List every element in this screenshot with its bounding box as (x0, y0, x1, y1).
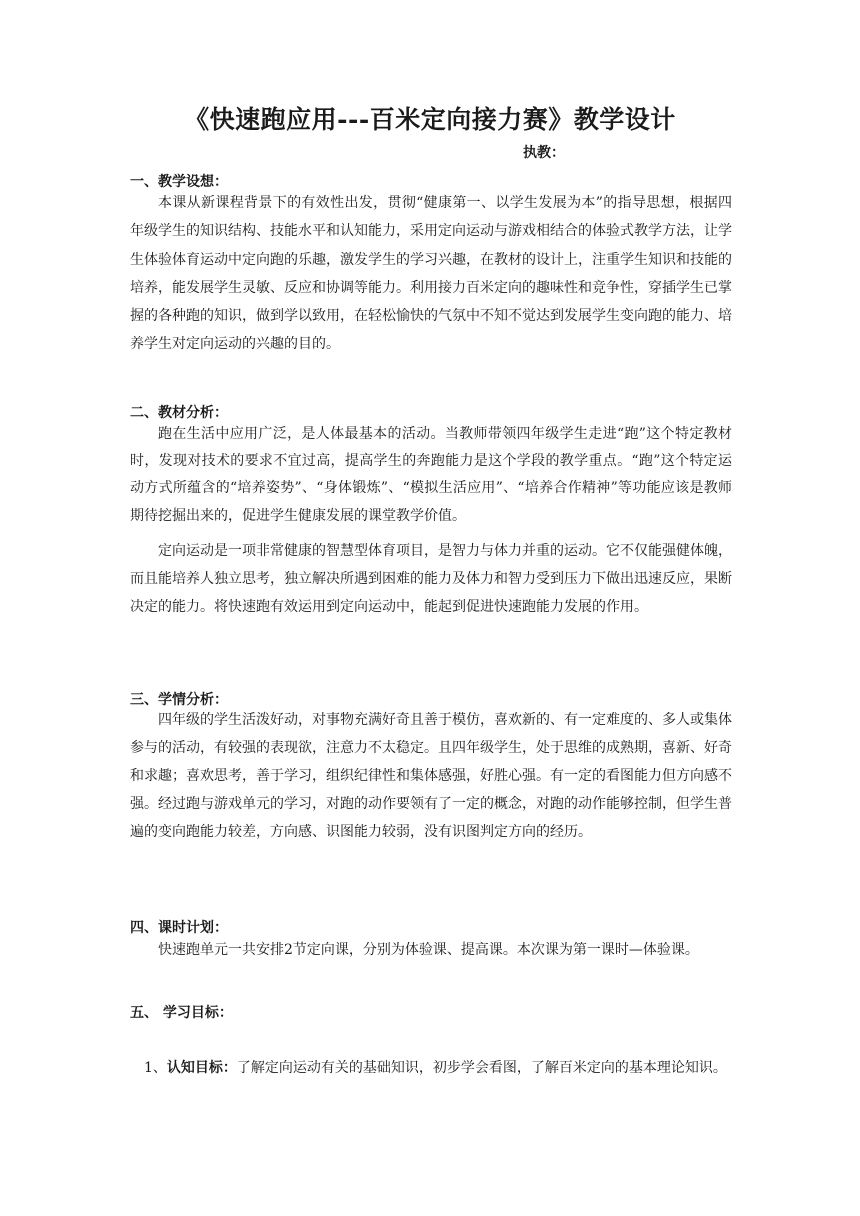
section-heading-student-analysis: 三、学情分析： (130, 692, 228, 708)
document-title: 《快速跑应用---百米定向接力赛》教学设计 (184, 105, 676, 134)
goal-label: 认知目标： (166, 1060, 237, 1076)
goal-text: 了解定向运动有关的基础知识，初步学会看图，了解百米定向的基本理论知识。 (236, 1060, 727, 1076)
section-paragraph: 跑在生活中应用广泛，是人体最基本的活动。当教师带领四年级学生走进“跑”这个特定教材时，发现对技术的要求不宜过高，提高学生的奔跑能力是这个学段的教学重点。“跑”这个特定运动方式所蕴含的“培养姿势”、“身体锻炼”、“模拟生活应用”、“培养合作精神”等功能应该是教师期待挖掘出来的，促进学生健康发展的课堂教学价值。 (130, 426, 732, 524)
goal-number: 1、 (144, 1060, 167, 1076)
section-heading-learning-goals: 五、 学习目标： (130, 1005, 233, 1021)
section-paragraph: 四年级的学生活泼好动，对事物充满好奇且善于模仿，喜欢新的、有一定难度的、多人或集体参与的活动，有较强的表现欲，注意力不太稳定。且四年级学生，处于思维的成熟期，喜新、好奇和求趣；喜欢思考，善于学习，组织纪律性和集体感强，好胜心强。有一定的看图能力但方向感不强。经过跑与游戏单元的学习，对跑的动作要领有了一定的概念，对跑的动作能够控制，但学生普遍的变向跑能力较差，方向感、识图能力较弱，没有识图判定方向的经历。 (130, 712, 732, 840)
goal-item (130, 1050, 732, 1087)
section-heading-teaching-concept: 一、教学设想： (130, 174, 228, 190)
section-paragraph: 快速跑单元一共安排2节定向课，分别为体验课、提高课。本次课为第一课时—体验课。 (158, 942, 699, 958)
teacher-label: 执教： (523, 145, 565, 161)
section-paragraph: 定向运动是一项非常健康的智慧型体育项目，是智力与体力并重的运动。它不仅能强健体魄，而且能培养人独立思考，独立解决所遇到困难的能力及体力和智力受到压力下做出迅速反应，果断决定的能力。将快速跑有效运用到定向运动中，能起到促进快速跑能力发展的作用。 (130, 543, 732, 615)
section-heading-material-analysis: 二、教材分析： (130, 405, 228, 421)
section-heading-lesson-plan: 四、课时计划： (130, 920, 228, 936)
section-paragraph: 本课从新课程背景下的有效性出发，贯彻“健康第一、以学生发展为本”的指导思想，根据四年级学生的知识结构、技能水平和认知能力，采用定向运动与游戏相结合的体验式教学方法，让学生体验体育运动中定向跑的乐趣，激发学生的学习兴趣，在教材的设计上，注重学生知识和技能的培养，能发展学生灵敏、反应和协调等能力。利用接力百米定向的趣味性和竞争性，穿插学生已掌握的各种跑的知识，做到学以致用，在轻松愉快的气氛中不知不觉达到发展学生变向跑的能力、培养学生对定向运动的兴趣的目的。 (130, 195, 732, 353)
